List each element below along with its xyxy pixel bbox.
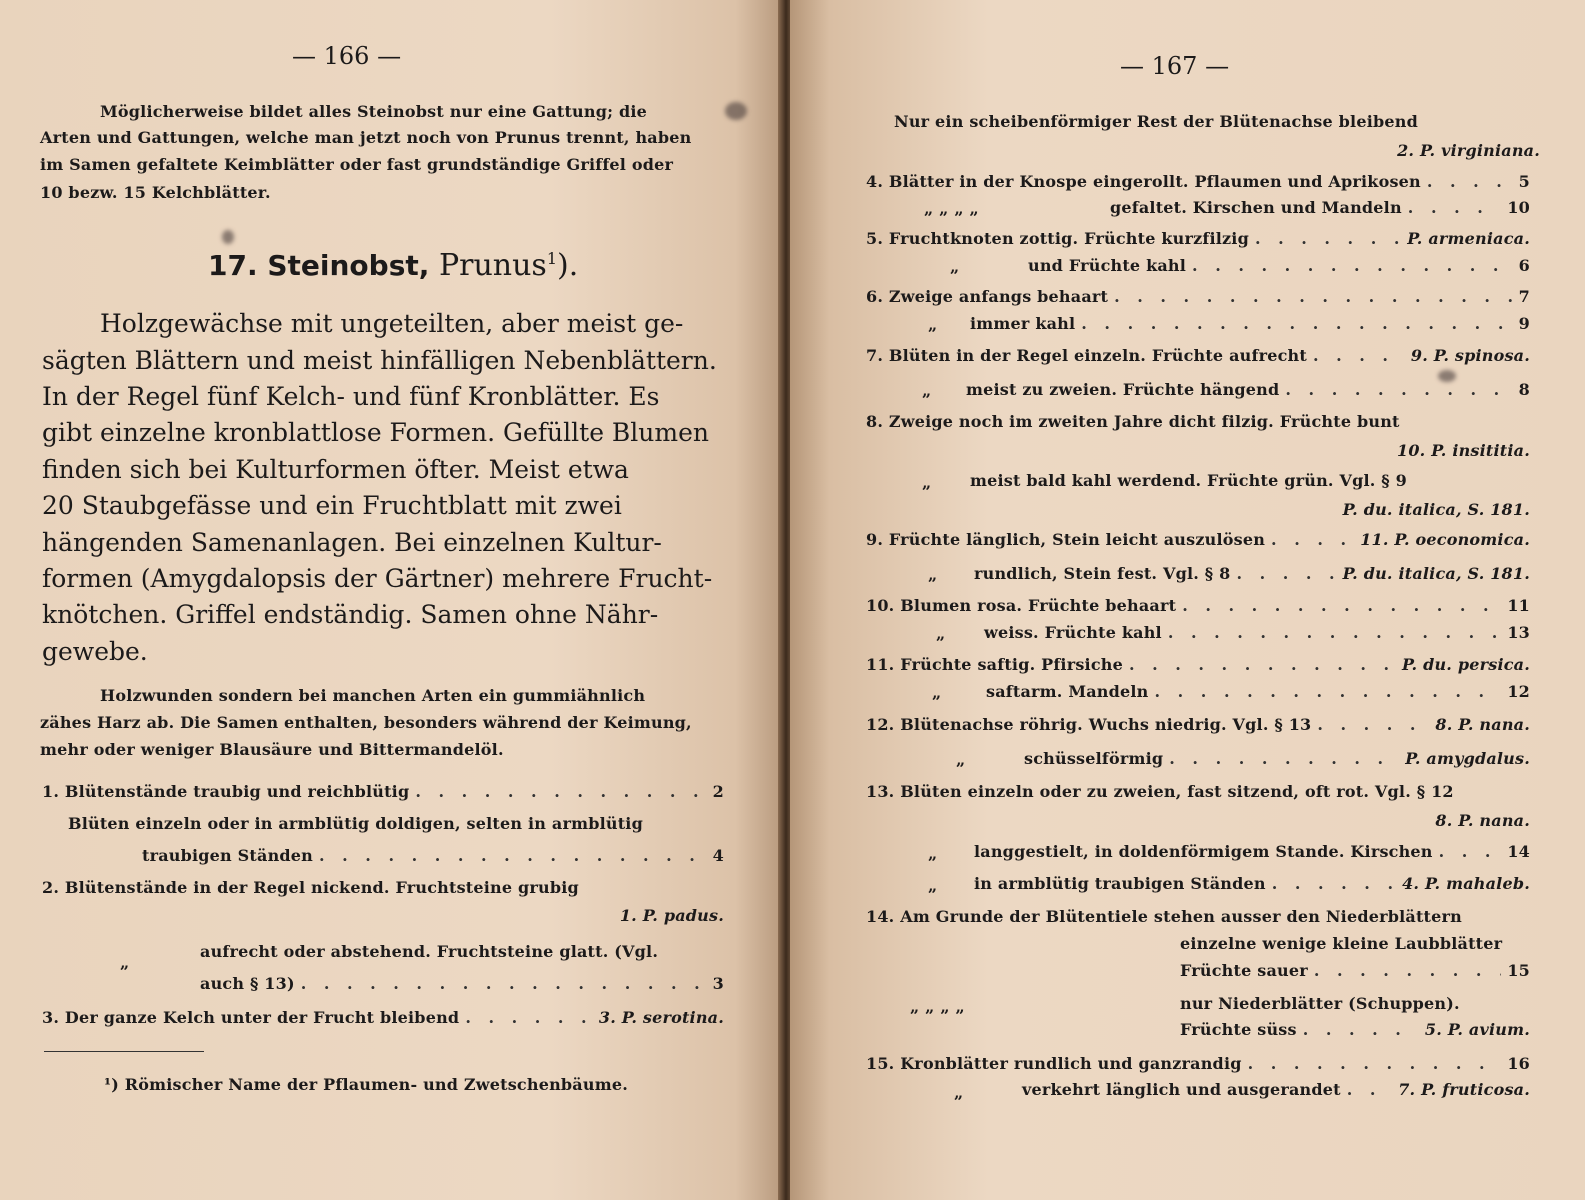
ditto-mark: „ <box>120 953 130 972</box>
key-entry-14b-result: Früchte süss . . . 5. P. avium. <box>1180 1020 1530 1039</box>
page-167 <box>790 0 1585 1200</box>
page-number: — 167 — <box>1120 52 1230 80</box>
heading-genus: Prunus <box>438 248 547 283</box>
key-entry-5b: und Früchte kahl . . . 6 <box>1028 256 1530 275</box>
ditto-mark: „ <box>936 624 946 643</box>
page-166 <box>0 0 782 1200</box>
key-entry-7b: meist zu zweien. Früchte hängend . . . 8 <box>966 380 1530 399</box>
body-line: gewebe. <box>42 637 148 666</box>
key-entry-14b: nur Niederblätter (Schuppen). <box>1180 994 1460 1013</box>
key-entry-1b: Blüten einzeln oder in armblütig doldigen, selten in armblütig <box>68 814 643 833</box>
heading-title: 17. Steinobst, <box>208 249 430 282</box>
footnote-rule <box>44 1051 204 1052</box>
ditto-mark: „ <box>928 315 938 334</box>
ditto-mark: „ <box>956 750 966 769</box>
key-entry-9a: 9. Früchte länglich, Stein leicht auszulösen . . . 11. P. oeconomica. <box>866 530 1530 549</box>
key-entry-2a: 2. Blütenstände in der Regel nickend. Fruchtsteine grubig <box>42 878 579 897</box>
key-result: 1. P. padus. <box>619 906 724 925</box>
key-entry-14a: 14. Am Grunde der Blütentiele stehen ausser den Niederblättern <box>866 907 1462 926</box>
body-line: Holzgewächse mit ungeteilten, aber meist ge- <box>100 309 684 338</box>
body-line: hängenden Samenanlagen. Bei einzelnen Kultur- <box>42 528 662 557</box>
key-entry-13b: langgestielt, in doldenförmigem Stande. Kirschen . . . 14 <box>974 842 1530 861</box>
ditto-mark: „ <box>932 683 942 702</box>
key-entry-10a: 10. Blumen rosa. Früchte behaart . . . 11 <box>866 596 1530 615</box>
key-entry-1b-cont: traubigen Ständen . . . 4 <box>142 846 724 865</box>
ditto-mark: „ <box>928 876 938 895</box>
key-entry-12a: 12. Blütenachse röhrig. Wuchs niedrig. Vgl. § 13 . . . 8. P. nana. <box>866 715 1530 734</box>
key-result: 2. P. virginiana. <box>1397 141 1540 160</box>
section-heading <box>208 248 578 283</box>
ditto-mark: „ <box>928 844 938 863</box>
note-line: zähes Harz ab. Die Samen enthalten, besonders während der Keimung, <box>40 713 692 732</box>
body-line: knötchen. Griffel endständig. Samen ohne Nähr- <box>42 600 659 629</box>
key-entry-2b: aufrecht oder abstehend. Fruchtsteine glatt. (Vgl. <box>200 942 659 961</box>
heading-end: ). <box>557 248 579 283</box>
footnote: ¹) Römischer Name der Pflaumen- und Zwetschenbäume. <box>104 1075 628 1094</box>
intro-line: 10 bezw. 15 Kelchblätter. <box>40 183 271 202</box>
intro-line: im Samen gefaltete Keimblätter oder fast grundständige Griffel oder <box>40 155 674 174</box>
key-entry-1a: 1. Blütenstände traubig und reichblütig . . . 2 <box>42 782 724 801</box>
ditto-mark: „ <box>954 1083 964 1102</box>
key-entry-4a: 4. Blätter in der Knospe eingerollt. Pflaumen und Aprikosen . . . 5 <box>866 172 1530 191</box>
ink-smudge <box>725 102 747 120</box>
body-line: finden sich bei Kulturformen öfter. Meist etwa <box>42 455 629 484</box>
key-entry-8b: meist bald kahl werdend. Früchte grün. Vgl. § 9 <box>970 471 1407 490</box>
key-entry-14a-cont: einzelne wenige kleine Laubblätter <box>1180 934 1503 953</box>
key-entry-11a: 11. Früchte saftig. Pfirsiche . . . P. du. persica. <box>866 655 1530 674</box>
ditto-mark: „ <box>922 381 932 400</box>
key-entry-15a: 15. Kronblätter rundlich und ganzrandig . . . 16 <box>866 1054 1530 1073</box>
key-entry-2b-cont: auch § 13) . . . 3 <box>200 974 724 993</box>
key-entry-12b: schüsselförmig . . . P. amygdalus. <box>1024 749 1530 768</box>
key-entry-13a: 13. Blüten einzeln oder zu zweien, fast sitzend, oft rot. Vgl. § 12 <box>866 782 1454 801</box>
key-entry-6a: 6. Zweige anfangs behaart . . . 7 <box>866 287 1530 306</box>
intro-line: Möglicherweise bildet alles Steinobst nur eine Gattung; die <box>100 102 648 121</box>
key-entry-10b: weiss. Früchte kahl . . . 13 <box>984 623 1530 642</box>
key-entry-5a: 5. Fruchtknoten zottig. Früchte kurzfilzig . . . P. armeniaca. <box>866 229 1530 248</box>
body-line: 20 Staubgefässe und ein Fruchtblatt mit zwei <box>42 491 622 520</box>
body-line: gibt einzelne kronblattlose Formen. Gefüllte Blumen <box>42 418 710 447</box>
ditto-mark: „ <box>928 565 938 584</box>
ditto-marks: „ „ „ „ <box>924 199 979 218</box>
key-entry-6b: immer kahl . . . 9 <box>970 314 1530 333</box>
heading-footnote-ref: 1 <box>546 249 558 268</box>
key-entry-14a-result: Früchte sauer . . . 15 <box>1180 961 1530 980</box>
ink-smudge <box>222 230 234 244</box>
body-line: sägten Blättern und meist hinfälligen Nebenblättern. <box>42 346 717 375</box>
ditto-mark: „ <box>922 473 932 492</box>
key-entry-9b: rundlich, Stein fest. Vgl. § 8 . . . P. du. italica, S. 181. <box>974 564 1530 583</box>
key-entry-15b: verkehrt länglich und ausgerandet . . . 7. P. fruticosa. <box>1022 1080 1530 1099</box>
body-line: formen (Amygdalopsis der Gärtner) mehrere Frucht- <box>42 564 713 593</box>
key-entry-7a: 7. Blüten in der Regel einzeln. Früchte aufrecht . . . 9. P. spinosa. <box>866 346 1530 365</box>
key-entry-13c: in armblütig traubigen Ständen . . . 4. P. mahaleb. <box>974 874 1530 893</box>
intro-line: Arten und Gattungen, welche man jetzt noch von Prunus trennt, haben <box>40 128 692 147</box>
ditto-marks: „ „ „ „ <box>910 997 965 1016</box>
key-entry-3a: 3. Der ganze Kelch unter der Frucht bleibend . . . 3. P. serotina. <box>42 1008 724 1027</box>
note-line: mehr oder weniger Blausäure und Bittermandelöl. <box>40 740 504 759</box>
key-result: P. du. italica, S. 181. <box>1342 500 1530 519</box>
ditto-mark: „ <box>950 257 960 276</box>
key-result: 8. P. nana. <box>1435 811 1530 830</box>
key-result: 10. P. insititia. <box>1396 441 1530 460</box>
key-entry-3b: Nur ein scheibenförmiger Rest der Blütenachse bleibend <box>894 112 1418 131</box>
key-entry-4b: gefaltet. Kirschen und Mandeln . . . 10 <box>1110 198 1530 217</box>
ink-smudge <box>1438 370 1456 382</box>
note-line: Holzwunden sondern bei manchen Arten ein gummiähnlich <box>100 686 646 705</box>
key-entry-8a: 8. Zweige noch im zweiten Jahre dicht filzig. Früchte bunt <box>866 412 1400 431</box>
page-number: — 166 — <box>292 42 402 70</box>
key-entry-11b: saftarm. Mandeln . . . 12 <box>986 682 1530 701</box>
body-line: In der Regel fünf Kelch- und fünf Kronblätter. Es <box>42 382 660 411</box>
